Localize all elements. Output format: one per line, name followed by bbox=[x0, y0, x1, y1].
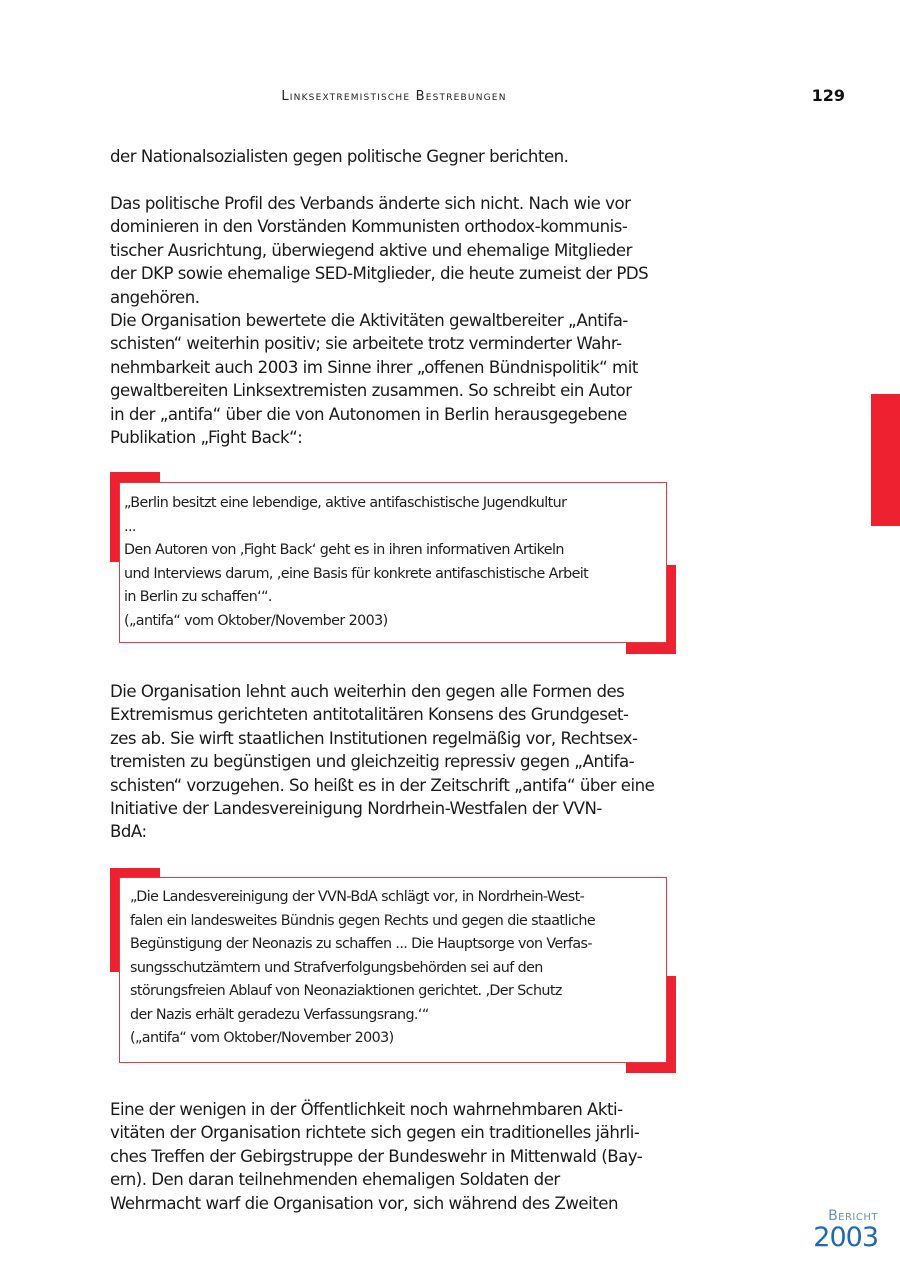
quote-line: störungsfreien Ablauf von Neonaziaktionen gerichtet. ‚Der Schutz bbox=[130, 983, 562, 999]
report-logo bbox=[813, 1208, 878, 1252]
text-line: BdA: bbox=[110, 822, 147, 842]
quote-box bbox=[119, 482, 667, 643]
quote-line: der Nazis erhält geradezu Verfassungsrang.‘“ bbox=[130, 1006, 429, 1023]
text-line: der Nationalsozialisten gegen politische Gegner berichten. bbox=[110, 147, 569, 166]
quote-line: „Die Landesvereinigung der VVN-BdA schlägt vor, in Nordrhein-West- bbox=[130, 889, 585, 905]
text-line: Eine der wenigen in der Öffentlichkeit noch wahrnehmbaren Akti- bbox=[110, 1100, 623, 1119]
text-line: gewaltbereiten Linksextremisten zusammen. So schreibt ein Autor bbox=[110, 381, 632, 401]
side-thumb-tab bbox=[871, 394, 900, 526]
running-header: Linksextremistische Bestrebungen bbox=[281, 89, 507, 104]
logo-year: 2003 bbox=[813, 1222, 878, 1253]
text-line: schisten“ weiterhin positiv; sie arbeitete trotz verminderter Wahr- bbox=[110, 334, 622, 354]
text-line: Das politische Profil des Verbands änderte sich nicht. Nach wie vor bbox=[110, 194, 631, 213]
paragraph-mittenwald bbox=[110, 1098, 670, 1215]
paragraph-consensus bbox=[110, 680, 670, 844]
text-line: Publikation „Fight Back“: bbox=[110, 428, 303, 448]
text-line: schisten“ vorzugehen. So heißt es in der Zeitschrift „antifa“ über eine bbox=[110, 775, 655, 795]
text-line: in der „antifa“ über die von Autonomen in Berlin herausgegebene bbox=[110, 404, 627, 424]
text-line: Initiative der Landesvereinigung Nordrhein-Westfalen der VVN- bbox=[110, 799, 602, 819]
text-line: der DKP sowie ehemalige SED-Mitglieder, die heute zumeist der PDS bbox=[110, 264, 649, 284]
text-line: Wehrmacht warf die Organisation vor, sich während des Zweiten bbox=[110, 1193, 618, 1213]
text-line: tremisten zu begünstigen und gleichzeitig repressiv gegen „Antifa- bbox=[110, 752, 635, 772]
quote-line: falen ein landesweites Bündnis gegen Rechts und gegen die staatliche bbox=[130, 912, 596, 929]
quote-line: „Berlin besitzt eine lebendige, aktive antifaschistische Jugendkultur bbox=[124, 495, 567, 511]
logo-word: Bericht bbox=[828, 1208, 878, 1224]
quote-box bbox=[119, 877, 667, 1063]
quote-line: sungsschutzämtern und Strafverfolgungsbehörden sei auf den bbox=[130, 959, 543, 976]
quote-line: („antifa“ vom Oktober/November 2003) bbox=[124, 612, 388, 629]
quote-line: („antifa“ vom Oktober/November 2003) bbox=[130, 1030, 394, 1046]
text-line: nehmbarkeit auch 2003 im Sinne ihrer „offenen Bündnispolitik“ mit bbox=[110, 357, 638, 377]
text-line: angehören. bbox=[110, 287, 200, 307]
quote-line: in Berlin zu schaffen‘“. bbox=[124, 589, 272, 605]
text-line: Die Organisation lehnt auch weiterhin den gegen alle Formen des bbox=[110, 682, 625, 701]
text-line: ches Treffen der Gebirgstruppe der Bundeswehr in Mittenwald (Bay- bbox=[110, 1146, 643, 1166]
text-line: tischer Ausrichtung, überwiegend aktive und ehemalige Mitglieder bbox=[110, 240, 632, 260]
page-number: 129 bbox=[811, 86, 845, 105]
text-line: Extremismus gerichteten antitotalitären Konsens des Grundgeset- bbox=[110, 705, 629, 725]
quote-line: Den Autoren von ‚Fight Back‘ geht es in ihren informativen Artikeln bbox=[124, 542, 564, 558]
text-line: vitäten der Organisation richtete sich gegen ein traditionelles jährli- bbox=[110, 1123, 640, 1143]
paragraph-intro bbox=[110, 145, 670, 168]
quote-line: und Interviews darum, ‚eine Basis für konkrete antifaschistische Arbeit bbox=[124, 565, 589, 582]
text-line: dominieren in den Vorständen Kommunisten orthodox-kommunis- bbox=[110, 217, 628, 237]
quote-line: ... bbox=[124, 518, 136, 535]
text-line: Die Organisation bewertete die Aktivitäten gewaltbereiter „Antifa- bbox=[110, 311, 628, 331]
quote-line: Begünstigung der Neonazis zu schaffen ... Die Hauptsorge von Verfas- bbox=[130, 936, 592, 952]
text-line: ern). Den daran teilnehmenden ehemaligen Soldaten der bbox=[110, 1170, 560, 1190]
paragraph-profile bbox=[110, 192, 670, 449]
text-line: zes ab. Sie wirft staatlichen Institutionen regelmäßig vor, Rechtsex- bbox=[110, 728, 638, 748]
